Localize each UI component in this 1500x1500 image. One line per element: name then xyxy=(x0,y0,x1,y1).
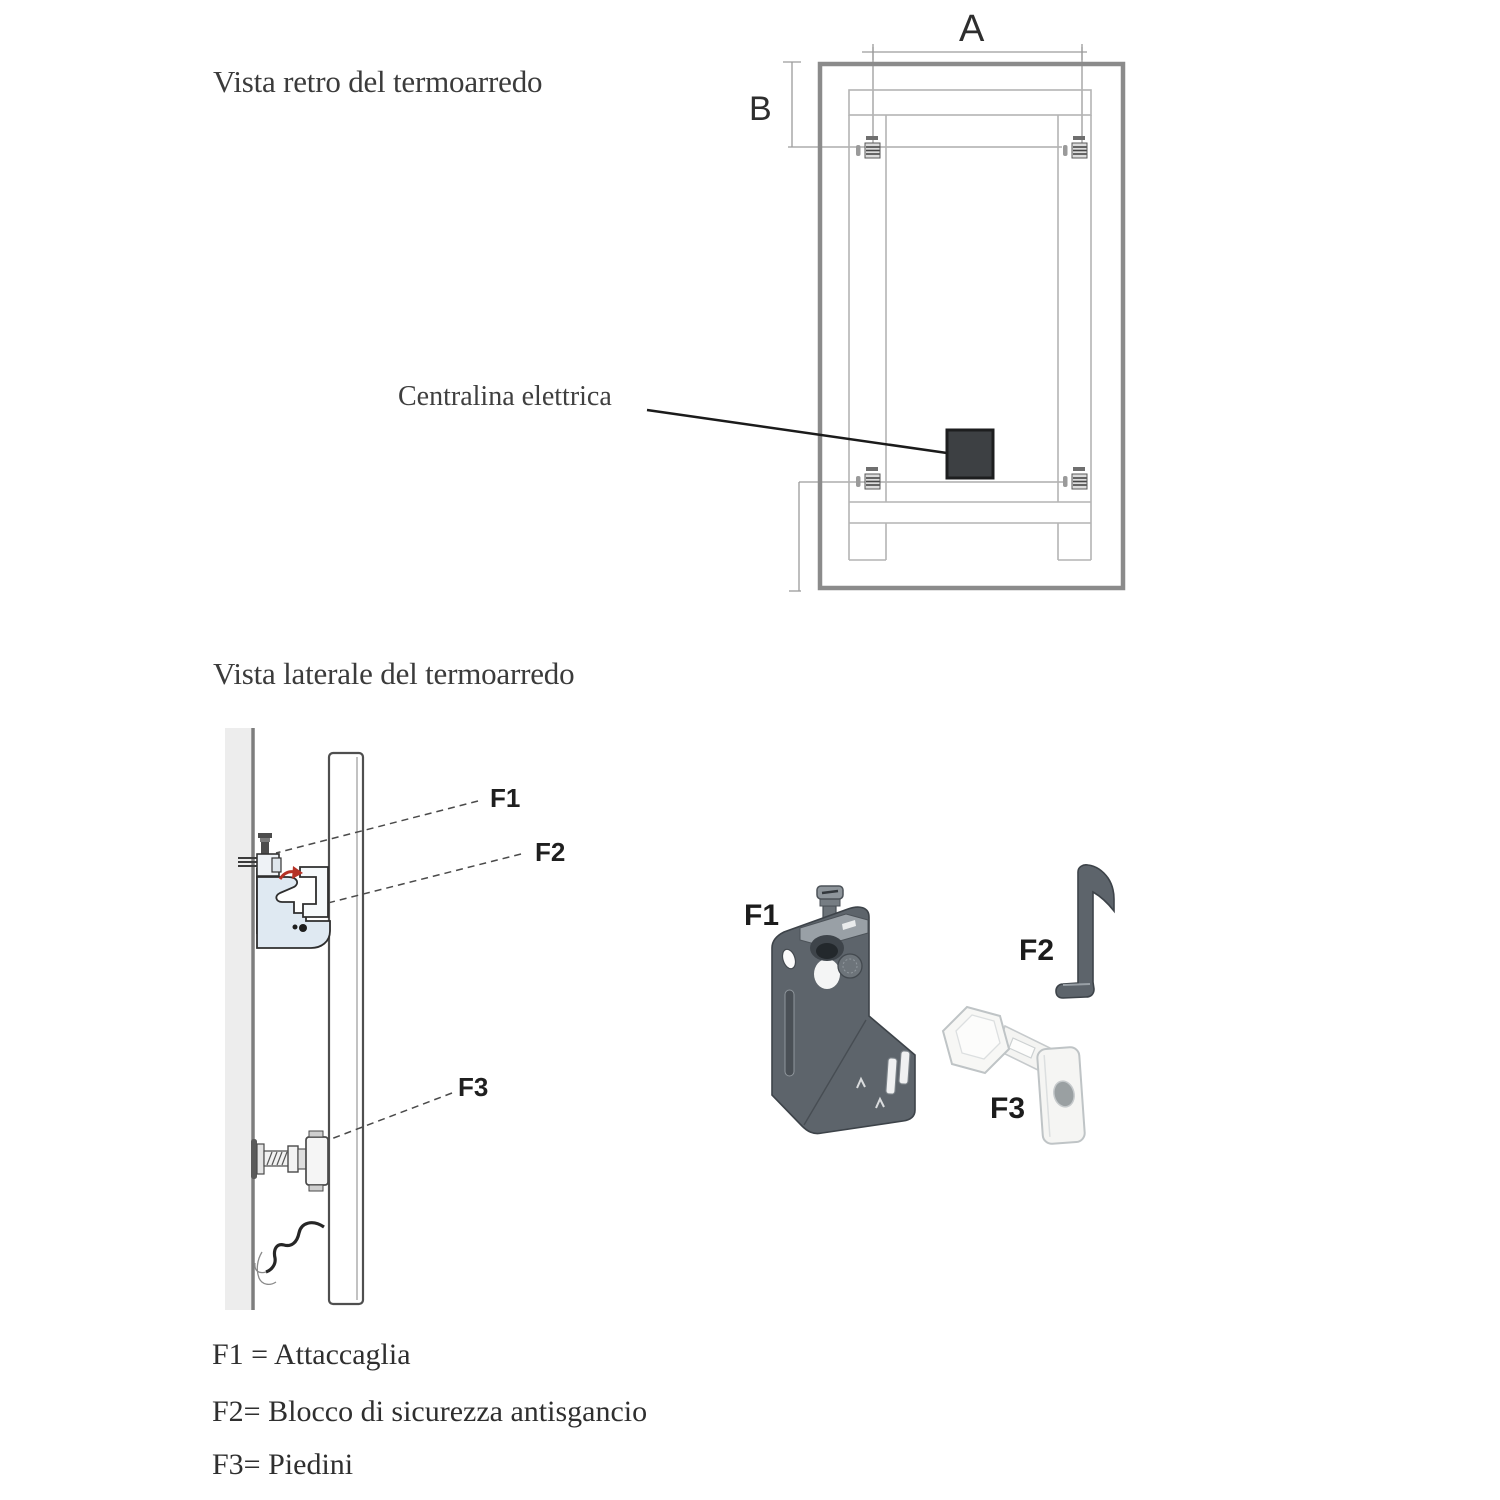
back-view-title: Vista retro del termoarredo xyxy=(213,64,543,99)
side-view-title: Vista laterale del termoarredo xyxy=(213,656,575,691)
part-f2-label: F2 xyxy=(1019,934,1055,967)
dimension-a-label: A xyxy=(959,8,985,50)
mount-bracket-bottom-right xyxy=(1063,467,1087,489)
legend-f2: F2= Blocco di sicurezza antisgancio xyxy=(212,1395,648,1428)
legend-f3: F3= Piedini xyxy=(212,1448,354,1481)
side-f1-label: F1 xyxy=(490,783,521,813)
legend-f1: F1 = Attaccaglia xyxy=(212,1338,411,1371)
centralina-leader-line xyxy=(647,410,947,453)
safety-hook-profile xyxy=(300,867,328,917)
part-f2-drawing xyxy=(1056,865,1114,998)
mount-bracket-top-left xyxy=(856,136,880,158)
parts-3d-drawing xyxy=(772,865,1114,1145)
back-view-drawing xyxy=(647,44,1123,591)
side-f3-label: F3 xyxy=(458,1072,489,1102)
centralina-callout-label: Centralina elettrica xyxy=(398,381,612,412)
radiator-outline xyxy=(849,90,1091,560)
side-view-drawing xyxy=(225,728,521,1310)
power-cable xyxy=(266,1223,324,1272)
centralina-box xyxy=(947,430,993,478)
side-f2-label: F2 xyxy=(535,837,566,867)
mount-bracket-top-right xyxy=(1063,136,1087,158)
part-f3-label: F3 xyxy=(990,1092,1026,1125)
part-f1-drawing xyxy=(772,886,915,1134)
part-f1-label: F1 xyxy=(744,899,780,932)
dimension-lines xyxy=(783,44,1087,591)
wall-strip xyxy=(225,728,251,1310)
dimension-b-label: B xyxy=(749,90,772,128)
side-f3-foot xyxy=(251,1131,328,1191)
mount-bracket-bottom-left xyxy=(856,467,880,489)
